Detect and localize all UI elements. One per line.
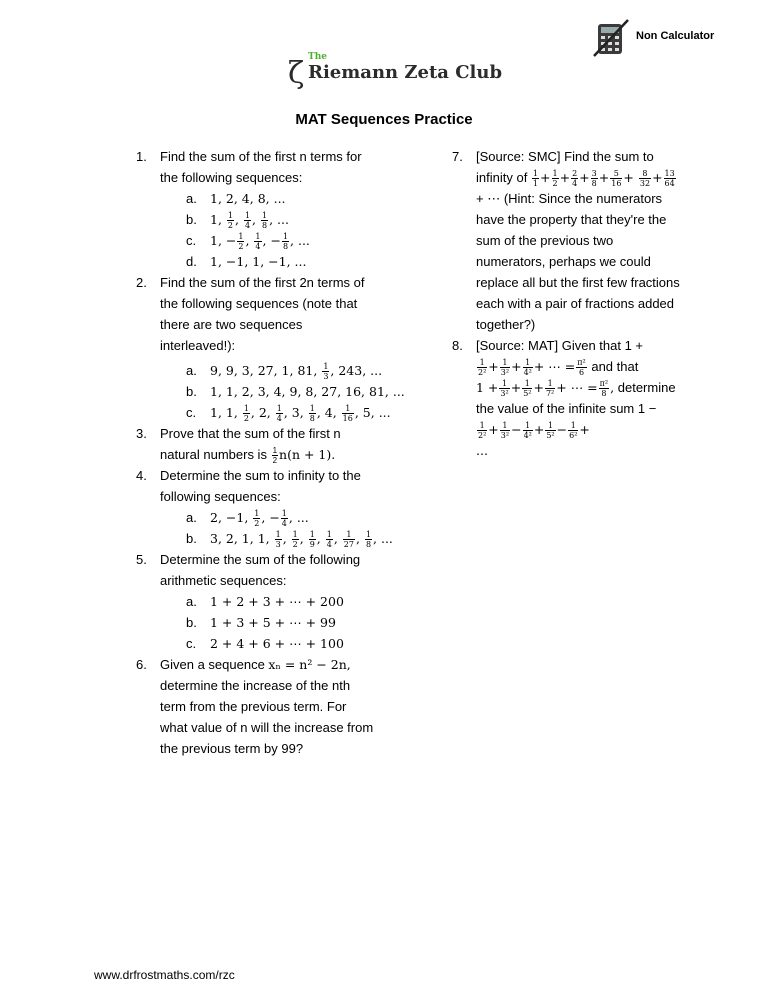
page-title: MAT Sequences Practice [295,111,473,128]
logo [286,50,503,92]
q2-part-c: c. 1, 1, $\frac{1}{2}$ , 2, $\frac{1}{4}$ , 3, $\frac{1}{8}$ , 4, $\frac{1}{16}$ , 5, ... [186,404,391,423]
q1-part-c: c. 1, − $\frac{1}{2}$ , $\frac{1}{4}$ , − $\frac{1}{8}$ , ... [186,232,310,251]
q5-part-a: a. 1 + 2 + 3 + ⋯ + 200 [186,594,344,610]
question-7: 7. [Source: SMC] Find the sum to infinity of $\frac{1}{1}$ + $\frac{1}{2}$ + $\frac{2}{4}$ + $\frac{3}{8}$ + $\frac{5}{16}$ + $\frac{8}{32}$ + $\frac{13}{64}$ + ⋯ (Hint: Since the numerators have the property that they're the sum of the previous two numerators, perhaps we could replace all but the first few fractions each with a pair of fractions added together?) [452,149,680,332]
q2-part-a: a. 9, 9, 3, 27, 1, 81, $\frac{1}{3}$ , 243, ... [186,362,383,381]
question-text: Find the sum of the first 2n terms of the following sequences (note that there are two sequences interleaved!): [160,275,365,353]
q5-part-c: c. 2 + 4 + 6 + ⋯ + 100 [186,636,344,652]
question-3: 3. Prove that the sum of the first n natural numbers is $\frac{1}{2}$ n(n + 1). [136,426,341,466]
zeta-symbol: ζ [288,56,305,91]
question-1: 1. Find the sum of the first n terms for the following sequences: [136,149,362,185]
question-2: 2. Find the sum of the first 2n terms of the following sequences (note that there are two sequences interleaved!): [136,275,365,353]
q1-part-a: a. 1, 2, 4, 8, ... [186,191,286,206]
no-calculator-icon [592,18,630,58]
q2-part-b: b. 1, 1, 2, 3, 4, 9, 8, 27, 16, 81, ... [186,384,405,399]
question-6: 6. Given a sequence xₙ = n² − 2n, determine the increase of the nth term from the previous term. For what value of n will the increase from the previous term by 99? [136,657,374,757]
q4-part-b: b. 3, 2, 1, 1, $\frac{1}{3}$ , $\frac{1}{2}$ , $\frac{1}{9}$ , $\frac{1}{4}$ , $\frac{1}{27}$ , $\frac{1}{8}$ , ... [186,530,393,550]
q1-part-b: b. 1, $\frac{1}{2}$ , $\frac{1}{4}$ , $\frac{1}{8}$ , ... [186,211,289,230]
q5-part-b: b. 1 + 3 + 5 + ⋯ + 99 [186,615,336,631]
question-5: 5. Determine the sum of the following arithmetic sequences: [136,552,361,589]
q4-part-a: a. 2, −1, $\frac{1}{2}$ , − $\frac{1}{4}$ , ... [186,509,309,529]
non-calculator-label: Non Calculator [636,30,715,42]
right-column [452,146,684,461]
question-text: Find the sum of the first n terms for the following sequences: [160,149,362,185]
logo-name: Riemann Zeta Club [308,62,503,83]
q1-part-d: d. 1, −1, 1, −1, ... [186,254,307,269]
footer-url: www.drfrostmaths.com/rzc [94,968,235,982]
logo-the: The [308,52,327,62]
question-4: 4. Determine the sum to infinity to the following sequences: [136,468,361,505]
question-8: 8. [Source: MAT] Given that 1 + $\frac{1}{\text{2²}}$ + $\frac{1}{\text{3²}}$ + $\frac{1}{\text{4²}}$ + ⋯ = $\frac{\text{π²}}{6}$ and that 1 + $\frac{1}{\text{3²}}$ + $\frac{1}{\text{5²}}$ + $\frac{1}{\text{7²}}$ + ⋯ = $\frac{\text{π²}}{8}$ , determine the value of the infinite sum 1 − $\frac{1}{\text{2²}}$ + $\frac{1}{\text{3²}}$ − $\frac{1}{\text{4²}}$ + $\frac{1}{\text{5²}}$ − $\frac{1}{\text{6²}}$ + ... [452,338,676,458]
left-column [136,146,405,759]
